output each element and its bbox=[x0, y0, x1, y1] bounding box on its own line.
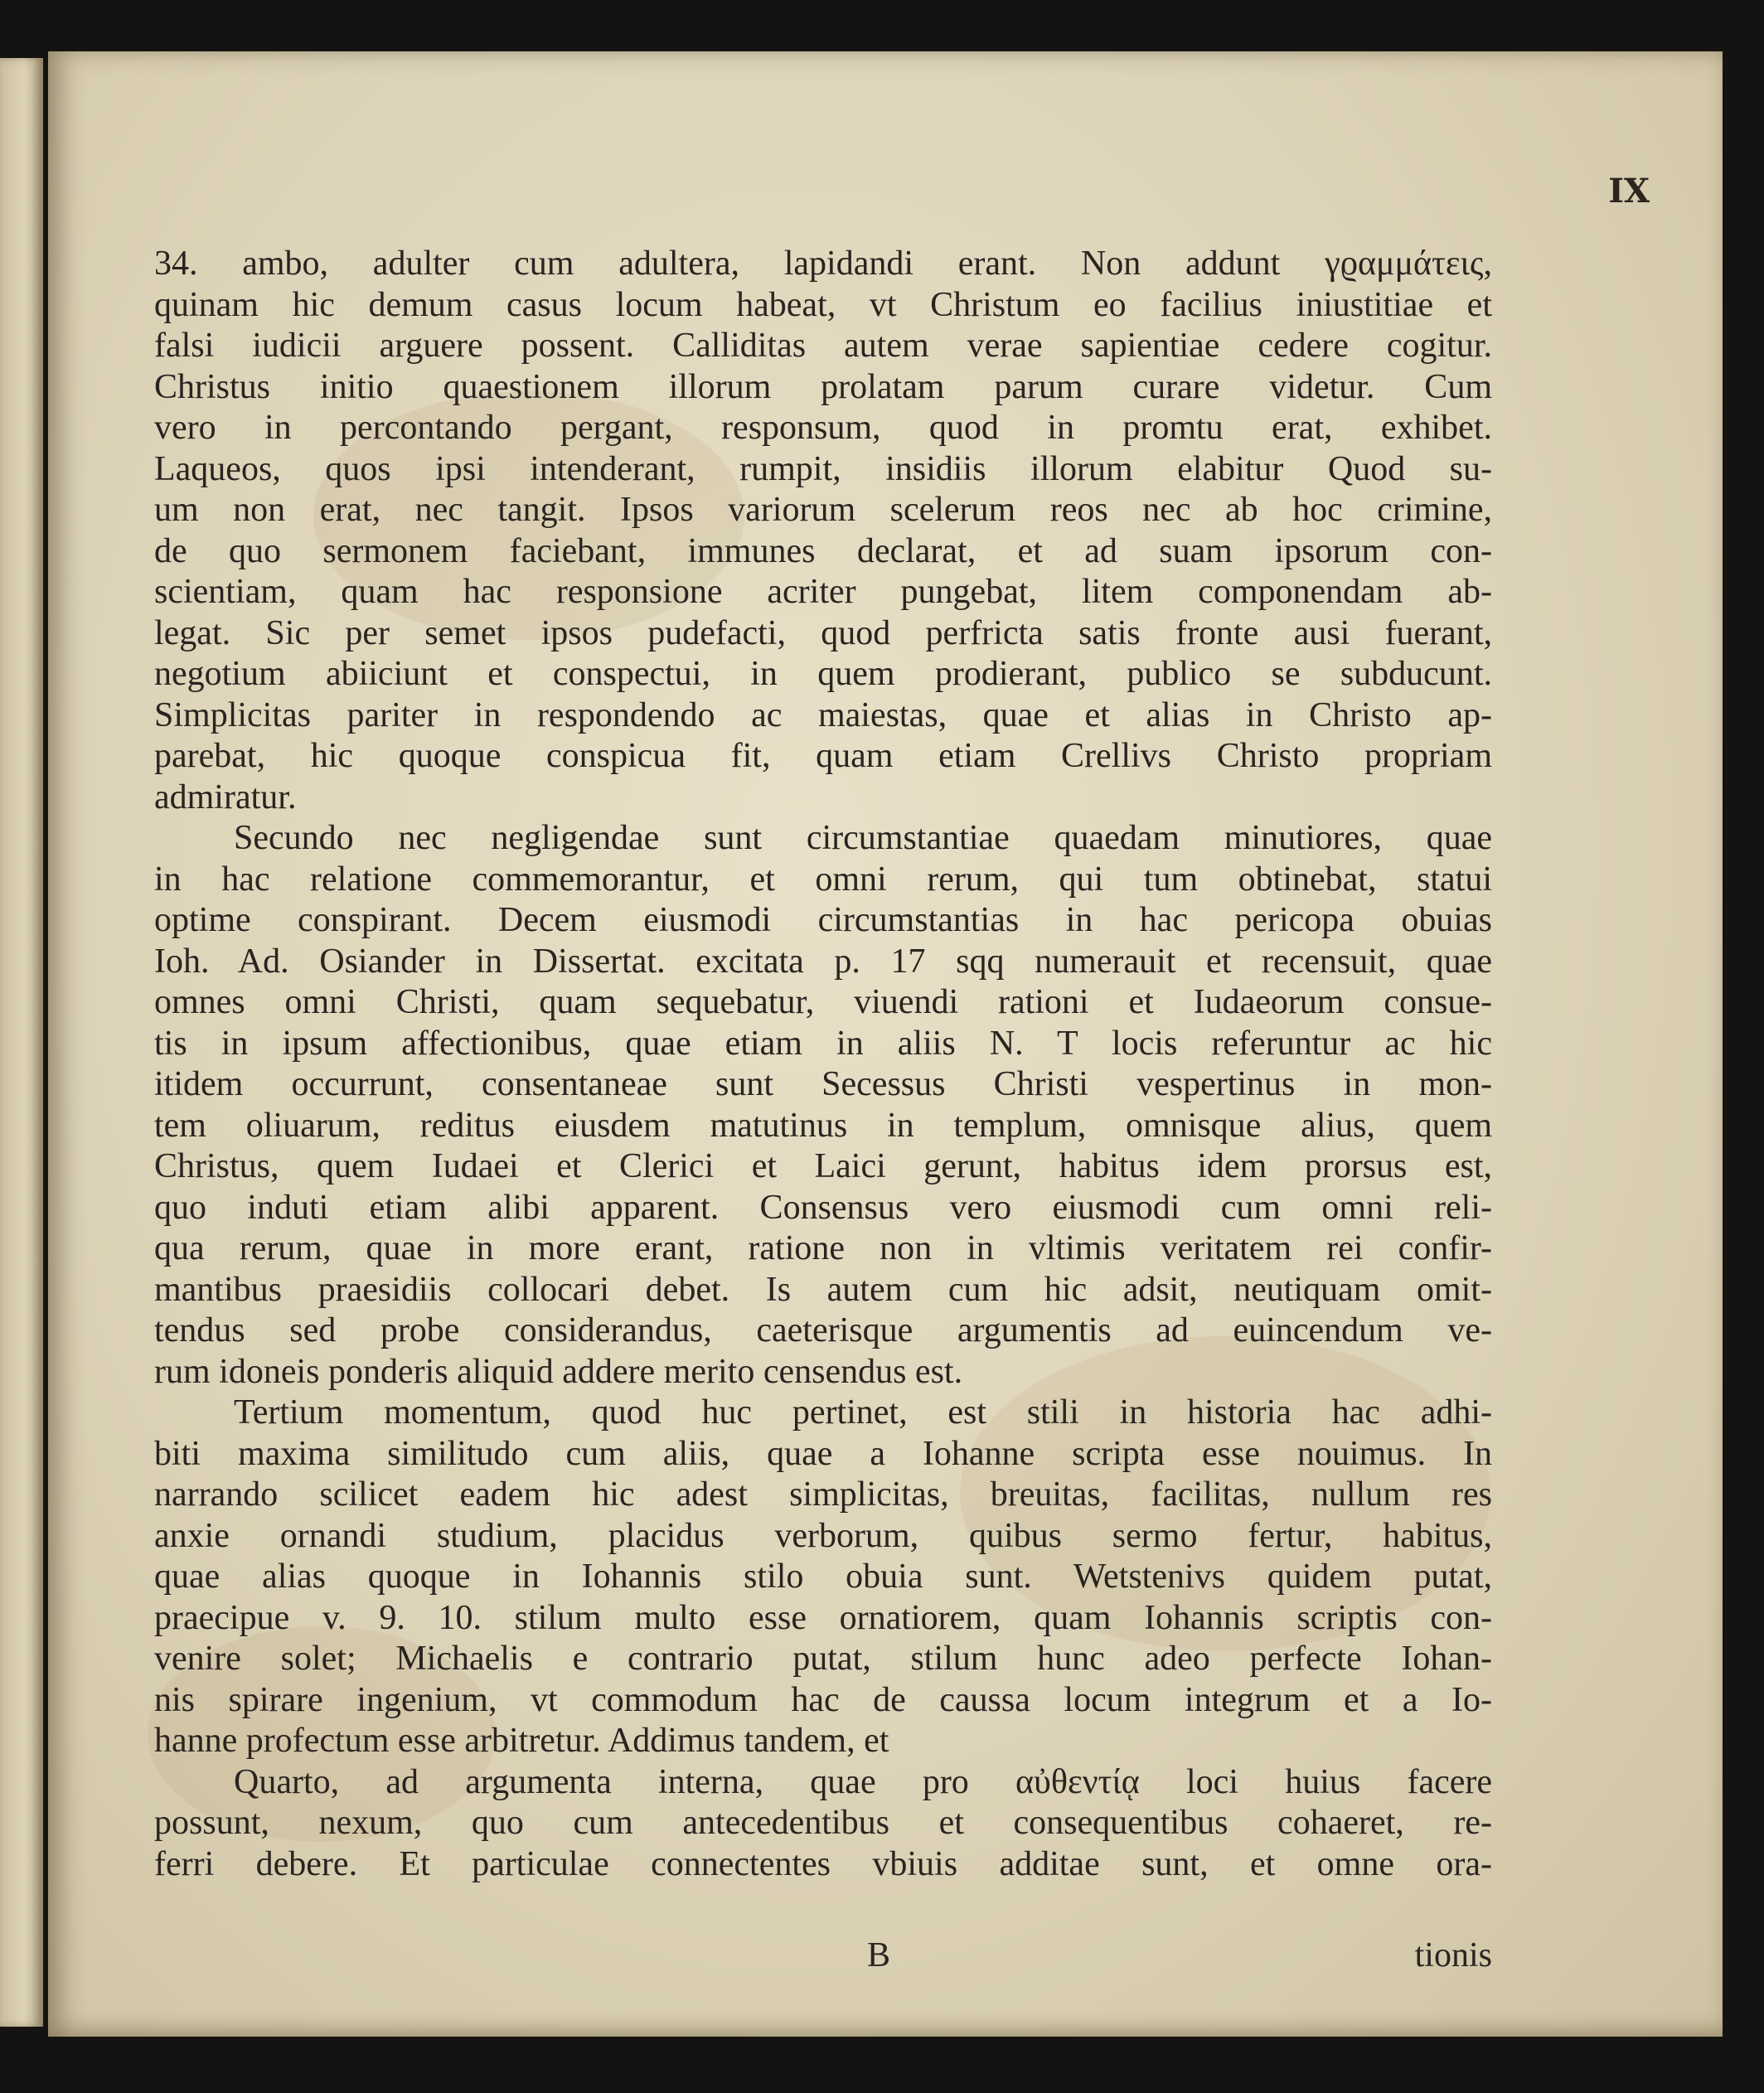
text-line: itidem occurrunt, consentaneae sunt Secessus Christi vespertinus in mon- bbox=[154, 1065, 1492, 1103]
text-line: quae alias quoque in Iohannis stilo obuia sunt. Wetstenivs quidem putat, bbox=[154, 1558, 1492, 1596]
paragraph-start: Tertium momentum, quod huc pertinet, est stili in historia hac adhi- bbox=[234, 1393, 1492, 1432]
text-line: tem oliuarum, reditus eiusdem matutinus in templum, omnisque alius, quem bbox=[154, 1106, 1492, 1145]
paragraph-start: Quarto, ad argumenta interna, quae pro αὐθεντίᾳ loci huius facere bbox=[234, 1762, 1492, 1801]
text-line: falsi iudicii arguere possent. Calliditas autem verae sapientiae cedere cogitur. bbox=[154, 327, 1492, 365]
text-line: negotium abiiciunt et conspectui, in quem prodierant, publico se subducunt. bbox=[154, 655, 1492, 693]
text-line: admiratur. bbox=[154, 778, 297, 816]
text-line: hanne profectum esse arbitretur. Addimus tandem, et bbox=[154, 1722, 889, 1760]
text-line: parebat, hic quoque conspicua fit, quam etiam Crellivs Christo propriam bbox=[154, 737, 1492, 775]
text-line: 34. ambo, adulter cum adultera, lapidandi erant. Non addunt γϱαμμάτεις, bbox=[154, 245, 1492, 283]
body-text bbox=[154, 244, 1492, 1885]
text-line: quinam hic demum casus locum habeat, vt Christum eo facilius iniustitiae et bbox=[154, 285, 1492, 324]
text-line: Simplicitas pariter in respondendo ac maiestas, quae et alias in Christo ap- bbox=[154, 695, 1492, 734]
text-line: de quo sermonem faciebant, immunes declarat, et ad suam ipsorum con- bbox=[154, 531, 1492, 570]
text-line: mantibus praesidiis collocari debet. Is autem cum hic adsit, neutiquam omit- bbox=[154, 1270, 1492, 1309]
text-line: tendus sed probe considerandus, caeterisque argumentis ad euincendum ve- bbox=[154, 1311, 1492, 1349]
text-line: vero in percontando pergant, responsum, quod in promtu erat, exhibet. bbox=[154, 409, 1492, 447]
catchword: tionis bbox=[1414, 1936, 1492, 1974]
facing-page-edge bbox=[0, 58, 43, 2027]
text-line: Laqueos, quos ipsi intenderant, rumpit, insidiis illorum elabitur Quod su- bbox=[154, 449, 1492, 488]
text-line: Christus, quem Iudaei et Clerici et Laici gerunt, habitus idem prorsus est, bbox=[154, 1147, 1492, 1185]
page-number: IX bbox=[1608, 172, 1650, 211]
text-line: Christus initio quaestionem illorum prolatam parum curare videtur. Cum bbox=[154, 367, 1492, 406]
page-footer bbox=[154, 1936, 1492, 1977]
text-line: um non erat, nec tangit. Ipsos variorum scelerum reos nec ab hoc crimine, bbox=[154, 491, 1492, 529]
text-line: in hac relatione commemorantur, et omni rerum, qui tum obtinebat, statui bbox=[154, 860, 1492, 899]
text-line: ferri debere. Et particulae connectentes vbiuis additae sunt, et omne ora- bbox=[154, 1844, 1492, 1883]
text-line: narrando scilicet eadem hic adest simplicitas, breuitas, facilitas, nullum res bbox=[154, 1475, 1492, 1514]
text-line: rum idoneis ponderis aliquid addere merito censendus est. bbox=[154, 1352, 963, 1391]
text-line: biti maxima similitudo cum aliis, quae a Iohanne scripta esse nouimus. In bbox=[154, 1434, 1492, 1473]
text-line: omnes omni Christi, quam sequebatur, viuendi rationi et Iudaeorum consue- bbox=[154, 983, 1492, 1021]
text-line: optime conspirant. Decem eiusmodi circumstantias in hac pericopa obuias bbox=[154, 901, 1492, 939]
text-line: tis in ipsum affectionibus, quae etiam in aliis N. T locis referuntur ac hic bbox=[154, 1024, 1492, 1063]
text-line: anxie ornandi studium, placidus verborum, quibus sermo fertur, habitus, bbox=[154, 1516, 1492, 1555]
text-line: quo induti etiam alibi apparent. Consensus vero eiusmodi cum omni reli- bbox=[154, 1188, 1492, 1227]
text-line: legat. Sic per semet ipsos pudefacti, quod perfricta satis fronte ausi fuerant, bbox=[154, 613, 1492, 652]
text-line: Ioh. Ad. Osiander in Dissertat. excitata p. 17 sqq numerauit et recensuit, quae bbox=[154, 942, 1492, 981]
text-line: possunt, nexum, quo cum antecedentibus et consequentibus cohaeret, re- bbox=[154, 1804, 1492, 1842]
paragraph-start: Secundo nec negligendae sunt circumstantiae quaedam minutiores, quae bbox=[234, 819, 1492, 857]
text-line: scientiam, quam hac responsione acriter pungebat, litem componendam ab- bbox=[154, 573, 1492, 611]
signature-mark: B bbox=[867, 1936, 891, 1974]
text-line: praecipue v. 9. 10. stilum multo esse ornatiorem, quam Iohannis scriptis con- bbox=[154, 1598, 1492, 1637]
text-line: qua rerum, quae in more erant, ratione non in vltimis veritatem rei confir- bbox=[154, 1229, 1492, 1267]
text-line: venire solet; Michaelis e contrario putat, stilum hunc adeo perfecte Iohan- bbox=[154, 1640, 1492, 1678]
page-sheet bbox=[48, 51, 1723, 2037]
text-line: nis spirare ingenium, vt commodum hac de caussa locum integrum et a Io- bbox=[154, 1680, 1492, 1719]
